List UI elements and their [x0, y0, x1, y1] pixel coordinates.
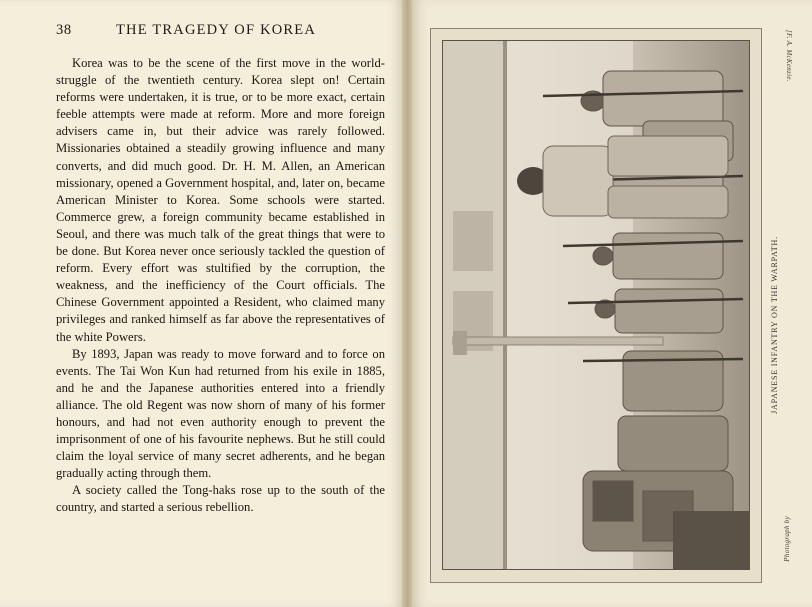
photo-credit-label: Photograph by: [783, 516, 791, 562]
left-page: [0, 0, 404, 607]
infantry-photograph: [442, 40, 750, 570]
paragraph-2: By 1893, Japan was ready to move forward and to force on events. The Tai Won Kun had returned from his exile in 1885, and he and the Japanese authorities entered into a friendly alliance. The old Regent was now shorn of many of his former honours, and had not even authority enough to prevent the imprisonment of one of his favourite nephews. But he still could claim the loyal service of many secret adherents, and he began gradually acting through them.: [56, 346, 385, 481]
page-number: 38: [56, 22, 72, 38]
running-title: THE TRAGEDY OF KOREA: [116, 22, 317, 38]
photo-credit-name: [F. A. McKenzie.: [785, 30, 793, 82]
plate-caption: JAPANESE INFANTRY ON THE WARPATH.: [770, 236, 779, 414]
paragraph-3: A society called the Tong-haks rose up to the south of the country, and started a serious rebellion.: [56, 483, 385, 515]
paragraph-1: Korea was to be the scene of the first move in the world-struggle of the twentieth century. Korea slept on! Certain reforms were undertaken, it is true, or to be more exact, certain feeble attempts were made at reform. More and more foreign advisers came in, but their advice was rarely followed. Missionaries obtained a steadily growing influence and many converts, and did much good. Dr. H. M. Allen, an American missionary, opened a Government hospital, and, later on, became American Minister to Korea. Some schools were started. Commerce grew, a foreign community became established in Seoul, and there was much talk of the great things that were to be done. But Korea never once seriously tackled the question of reform. Every effort was stultified by the corruption, the weakness, and the inefficiency of the Court officials. The Chinese Government appointed a Resident, who claimed many privileges and ranked himself as far above the representatives of the white Powers.: [56, 56, 385, 344]
running-head: [56, 22, 386, 42]
body-text: [56, 55, 385, 517]
